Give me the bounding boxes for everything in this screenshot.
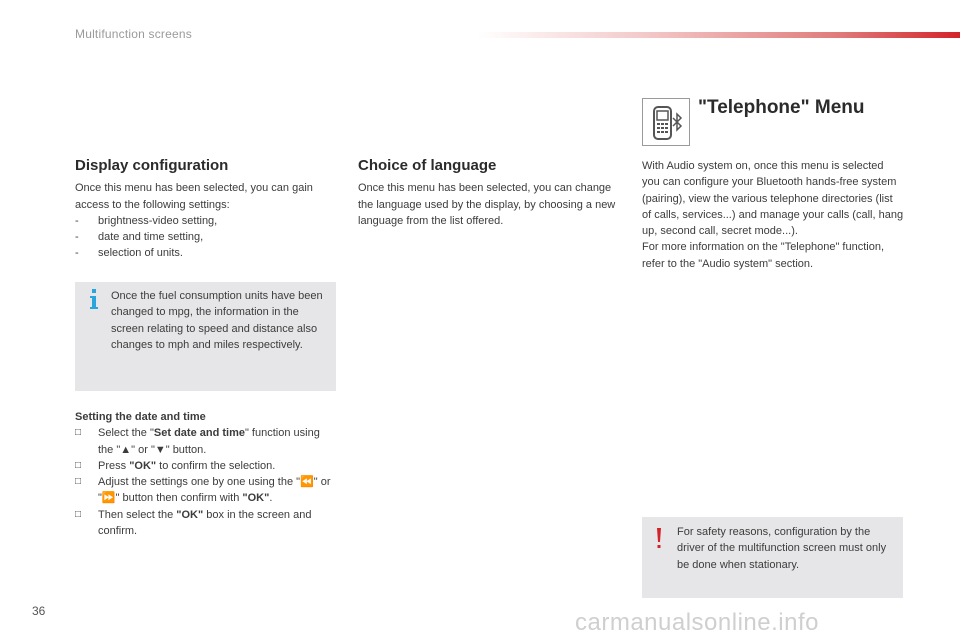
date-time-section <box>75 409 337 539</box>
list-item: □ Then select the "OK" box in the screen and confirm. <box>75 507 337 540</box>
telephone-section <box>642 158 904 272</box>
display-config-section <box>75 158 337 262</box>
checkbox-bullet-icon: □ <box>75 459 82 471</box>
safety-note-box <box>642 517 903 598</box>
info-icon <box>89 287 99 313</box>
language-text: Once this menu has been selected, you can change the language used by the display, by choosing a new language from the list offered. <box>358 182 616 227</box>
section-title: Multifunction screens <box>75 27 192 41</box>
list-item: - date and time setting, <box>75 231 204 244</box>
language-heading: Choice of language <box>358 157 497 174</box>
checkbox-bullet-icon: □ <box>75 476 82 488</box>
watermark: carmanualsonline.info <box>575 609 819 636</box>
info-note-box <box>75 282 336 391</box>
list-item: □ Select the "Set date and time" function using the "▲" or "▼" button. <box>75 425 337 458</box>
header-gradient-bar <box>478 32 960 38</box>
list-item: - brightness-video setting, <box>75 214 218 227</box>
checkbox-bullet-icon: □ <box>75 508 82 520</box>
info-note-text: Once the fuel consumption units have been changed to mpg, the information in the screen relating to speed and distance also changes to mph and miles respectively. <box>111 290 323 351</box>
checkbox-bullet-icon: □ <box>75 427 82 439</box>
list-item: □ Press "OK" to confirm the selection. <box>75 458 337 474</box>
page-number: 36 <box>32 604 46 618</box>
list-item: - selection of units. <box>75 247 183 260</box>
exclamation-icon <box>654 525 664 551</box>
list-item: □ Adjust the settings one by one using the "⏪" or "⏩" button then confirm with "OK". <box>75 474 337 507</box>
display-intro: Once this menu has been selected, you can gain access to the following settings: <box>75 182 313 211</box>
telephone-reference: For more information on the "Telephone" function, refer to the "Audio system" section. <box>642 241 884 270</box>
display-config-heading: Display configuration <box>75 157 229 174</box>
safety-note-text: For safety reasons, configuration by the driver of the multifunction screen must only be done when stationary. <box>677 526 887 571</box>
language-section <box>358 158 618 229</box>
bluetooth-phone-icon <box>642 98 690 146</box>
telephone-heading: "Telephone" Menu <box>698 97 865 118</box>
telephone-text: With Audio system on, once this menu is selected you can configure your Bluetooth hands-free system (pairing), view the various telephone directories (list of calls, services...) and manage your calls (call, hang up, second call, secret mode...). <box>642 160 904 238</box>
date-time-heading: Setting the date and time <box>75 411 206 423</box>
